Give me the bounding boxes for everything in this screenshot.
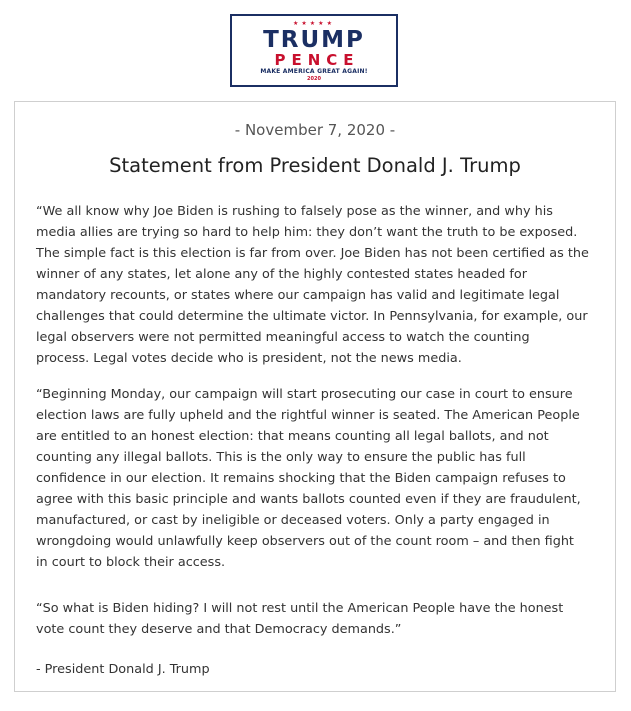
paragraph-line: mandatory recounts, or states where our campaign has valid and legitimate legal	[36, 288, 560, 303]
paragraph-line: “So what is Biden hiding? I will not rest until the American People have the honest	[36, 601, 564, 616]
paragraph-line: election laws are fully upheld and the rightful winner is seated. The American People	[36, 408, 580, 423]
paragraph-line: are entitled to an honest election: that means counting all legal ballots, and not	[36, 429, 549, 444]
statement-box	[14, 101, 616, 692]
paragraph-line: legal observers were not permitted meaningful access to watch the counting	[36, 330, 530, 345]
statement-date: - November 7, 2020 -	[234, 121, 396, 139]
statement-signature: - President Donald J. Trump	[36, 662, 210, 677]
campaign-logo	[230, 14, 398, 87]
logo-slogan: MAKE AMERICA GREAT AGAIN!	[260, 68, 368, 75]
paragraph-line: The simple fact is this election is far from over. Joe Biden has not been certified as the	[36, 246, 589, 261]
paragraph-line: counting any illegal ballots. This is the only way to ensure the public has full	[36, 450, 526, 465]
paragraph-line: wrongdoing would unlawfully keep observers out of the count room – and then fight	[36, 534, 574, 549]
paragraph-line: manufactured, or cast by ineligible or deceased voters. Only a party engaged in	[36, 513, 550, 528]
logo-year: 2020	[307, 76, 321, 82]
paragraph-line: agree with this basic principle and wants ballots counted even if they are fraudulent,	[36, 492, 581, 507]
paragraph-line: process. Legal votes decide who is president, not the news media.	[36, 351, 462, 366]
paragraph-line: vote count they deserve and that Democracy demands.”	[36, 622, 402, 637]
paragraph-line: confidence in our election. It remains shocking that the Biden campaign refuses to	[36, 471, 566, 486]
paragraph-line: “We all know why Joe Biden is rushing to falsely pose as the winner, and why his	[36, 204, 553, 219]
paragraph-line: “Beginning Monday, our campaign will start prosecuting our case in court to ensure	[36, 387, 573, 402]
statement-title: Statement from President Donald J. Trump	[109, 154, 521, 177]
paragraph-line: winner of any states, let alone any of the highly contested states headed for	[36, 267, 527, 282]
paragraph-2	[36, 384, 598, 573]
paragraph-3	[36, 598, 598, 640]
logo-name-top: TRUMP	[263, 27, 365, 53]
logo-name-bottom: PENCE	[274, 51, 360, 69]
paragraph-1	[36, 201, 598, 369]
paragraph-line: media allies are trying so hard to help him: they don’t want the truth to be exposed.	[36, 225, 578, 240]
paragraph-line: in court to block their access.	[36, 555, 226, 570]
logo-stars: ★★★★★	[293, 20, 335, 27]
paragraph-line: challenges that could determine the ultimate victor. In Pennsylvania, for example, our	[36, 309, 588, 324]
